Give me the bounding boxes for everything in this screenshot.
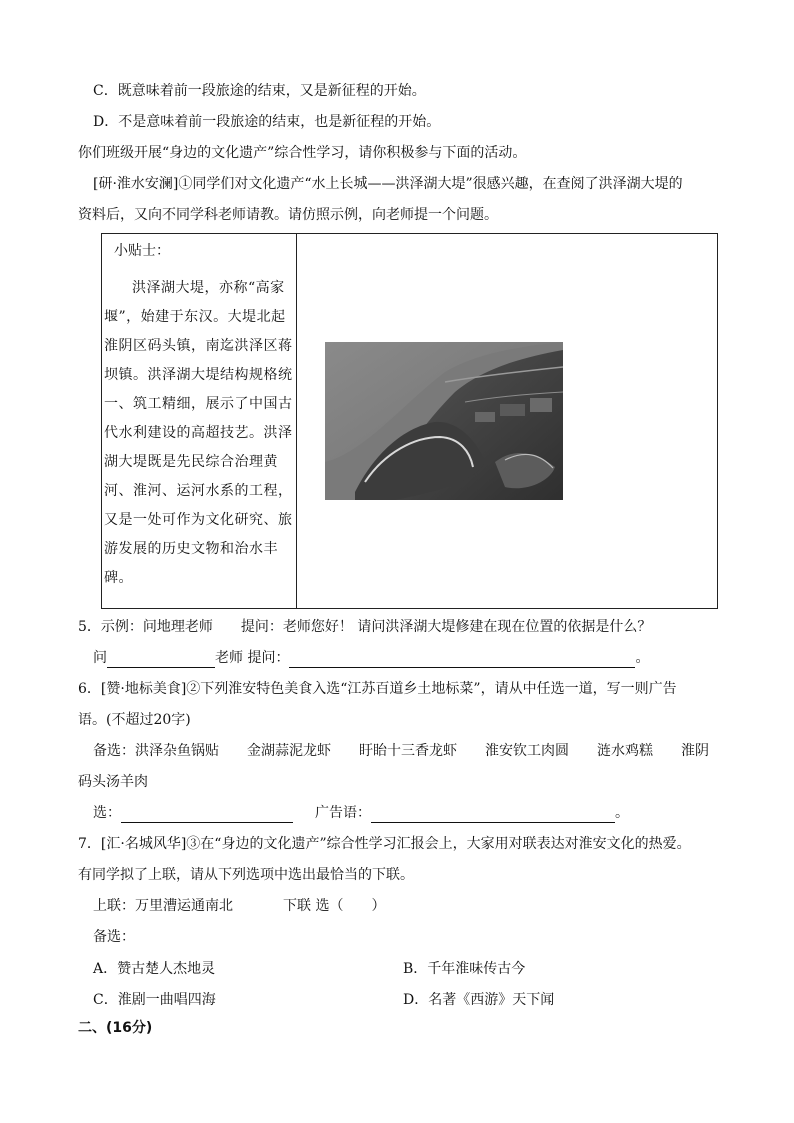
q7-lower-couplet-blank[interactable]: 下联 选（ ） [283,898,386,914]
q7-options-label: 备选： [93,929,135,945]
q7-couplet-row [93,896,385,916]
q7-upper-couplet: 上联：万里漕运通南北 [93,898,233,914]
tip-line: 洪泽湖大堤，亦称“高家 [132,280,285,296]
tip-line: 代水利建设的高超技艺。洪泽 [104,425,293,441]
q5-answer-row [93,648,649,668]
q7-line2: 有同学拟了上联，请从下列选项中选出最恰当的下联。 [78,867,414,883]
dike-aerial-photo [325,342,563,500]
tip-cell [102,234,297,608]
tip-line: 淮阴区码头镇，南迄洪泽区蒋 [104,338,293,354]
dish-choice-blank[interactable] [121,806,293,823]
q6-options-line2: 码头汤羊肉 [78,774,148,790]
q6-choose-label: 选： [93,805,121,821]
tip-line: 坝镇。洪泽湖大堤结构规格统 [104,367,293,383]
q5-end: 。 [635,650,650,666]
q7-option-d: D．名著《西游》天下闻 [403,992,555,1008]
q6-options-line1: 备选：洪泽杂鱼锅贴 金湖蒜泥龙虾 盱眙十三香龙虾 淮安钦工肉圆 涟水鸡糕 淮阴 [93,743,709,759]
section1-text: 资料后，又向不同学科老师请教。请仿照示例，向老师提一个问题。 [78,207,498,223]
q7-option-c: C．淮剧一曲唱四海 [93,992,216,1008]
q5-example: 5．示例：问地理老师 提问：老师您好！ 请问洪泽湖大堤修建在现在位置的依据是什么？ [78,619,652,635]
q6-line1: 6．[赞·地标美食]②下列淮安特色美食入选“江苏百道乡土地标菜”，请从中任选一道，写一则广告 [78,681,677,697]
tip-table [101,233,718,609]
tip-line: 碑。 [104,570,133,586]
teacher-subject-blank[interactable] [107,651,215,668]
tip-title: 小贴士： [114,243,170,259]
q5-ask-label: 问 [93,650,107,666]
q7-option-b: B．千年淮味传古今 [403,961,526,977]
section1-heading: [研·淮水安澜]①同学们对文化遗产“水上长城——洪泽湖大堤”很感兴趣，在查阅了洪泽湖大堤的 [93,176,683,192]
q5-teacher-label: 老师 提问： [215,650,290,666]
tip-body [104,274,296,593]
q7-line1: 7．[汇·名城风华]③在“身边的文化遗产”综合性学习汇报会上，大家用对联表达对淮安文化的热爱。 [78,836,691,852]
tip-line: 堰”，始建于东汉。大堤北起 [104,309,286,325]
tip-line: 又是一处可作为文化研究、旅 [104,512,293,528]
intro-text: 你们班级开展“身边的文化遗产”综合性学习，请你积极参与下面的活动。 [78,145,527,161]
option-d: D．不是意味着前一段旅途的结束，也是新征程的开始。 [93,114,441,130]
q6-line2: 语。(不超过20字) [78,712,191,728]
q7-option-a: A．赞古楚人杰地灵 [93,961,216,977]
section2-heading: 二、(16分) [78,1020,153,1036]
q6-end: 。 [615,805,629,821]
slogan-blank[interactable] [371,806,615,823]
q6-slogan-label: 广告语： [315,805,371,821]
tip-line: 一、筑工精细，展示了中国古 [104,396,293,412]
tip-line: 游发展的历史文物和治水丰 [104,541,278,557]
option-c: C．既意味着前一段旅途的结束，又是新征程的开始。 [93,83,426,99]
image-cell [297,234,717,608]
tip-line: 湖大堤既是先民综合治理黄 [104,454,278,470]
tip-line: 河、淮河、运河水系的工程， [104,483,293,499]
q6-answer-row [93,803,629,823]
question-blank[interactable] [289,651,635,668]
